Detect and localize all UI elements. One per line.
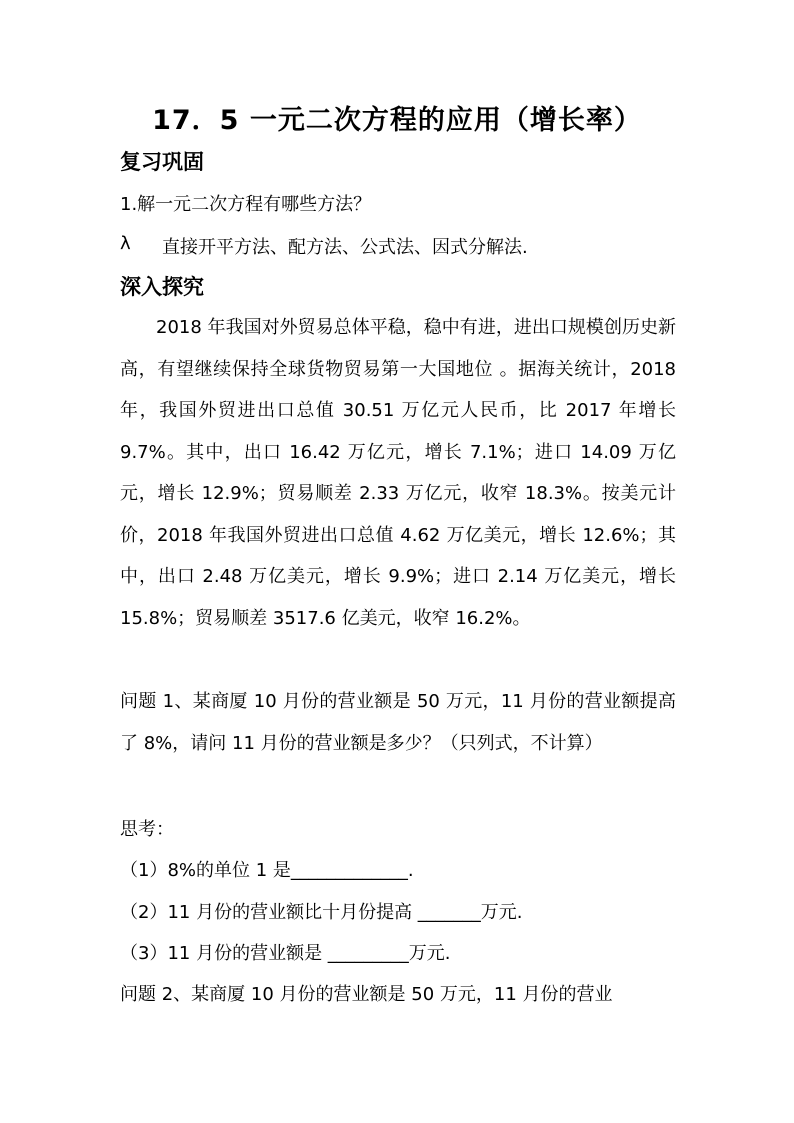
think-label: 思考：: [120, 819, 174, 840]
think-question-2: （2）11 月份的营业额比十月份提高 _______万元.: [120, 902, 523, 923]
section-heading-explore: 深入探究: [120, 275, 204, 299]
page-title: 17．5 一元二次方程的应用（增长率）: [152, 105, 642, 136]
review-question: 1.解一元二次方程有哪些方法？: [120, 194, 372, 215]
think-question-1: （1）8%的单位 1 是_____________.: [120, 860, 414, 881]
section-heading-review: 复习巩固: [120, 150, 204, 174]
review-answer: 直接开平方法、配方法、公式法、因式分解法.: [162, 237, 528, 258]
think-question-3: （3）11 月份的营业额是 _________万元.: [120, 943, 451, 964]
bullet-mark: λ: [120, 233, 131, 254]
trade-paragraph: 2018 年我国对外贸易总体平稳，稳中有进，进出口规模创历史新高，有望继续保持全球货物贸易第一大国地位 。据海关统计，2018 年，我国外贸进出口总值 30.51 万亿元人民币，比 2017 年增长 9.7%。其中，出口 16.42 万亿元，增长 7.1%；进口 14.09 万亿元，增长 12.9%；贸易顺差 2.33 万亿元，收窄 18.3%。按美元计价，2018 年我国外贸进出口总值 4.62 万亿美元，增长 12.6%；其中，出口 2.48 万亿美元，增长 9.9%；进口 2.14 万亿美元，增长 15.8%；贸易顺差 3517.6 亿美元，收窄 16.2%。: [120, 317, 676, 629]
problem-2: 问题 2、某商厦 10 月份的营业额是 50 万元，11 月份的营业: [120, 984, 613, 1005]
problem-1: 问题 1、某商厦 10 月份的营业额是 50 万元，11 月份的营业额提高了 8%，请问 11 月份的营业额是多少？（只列式，不计算）: [120, 691, 676, 754]
